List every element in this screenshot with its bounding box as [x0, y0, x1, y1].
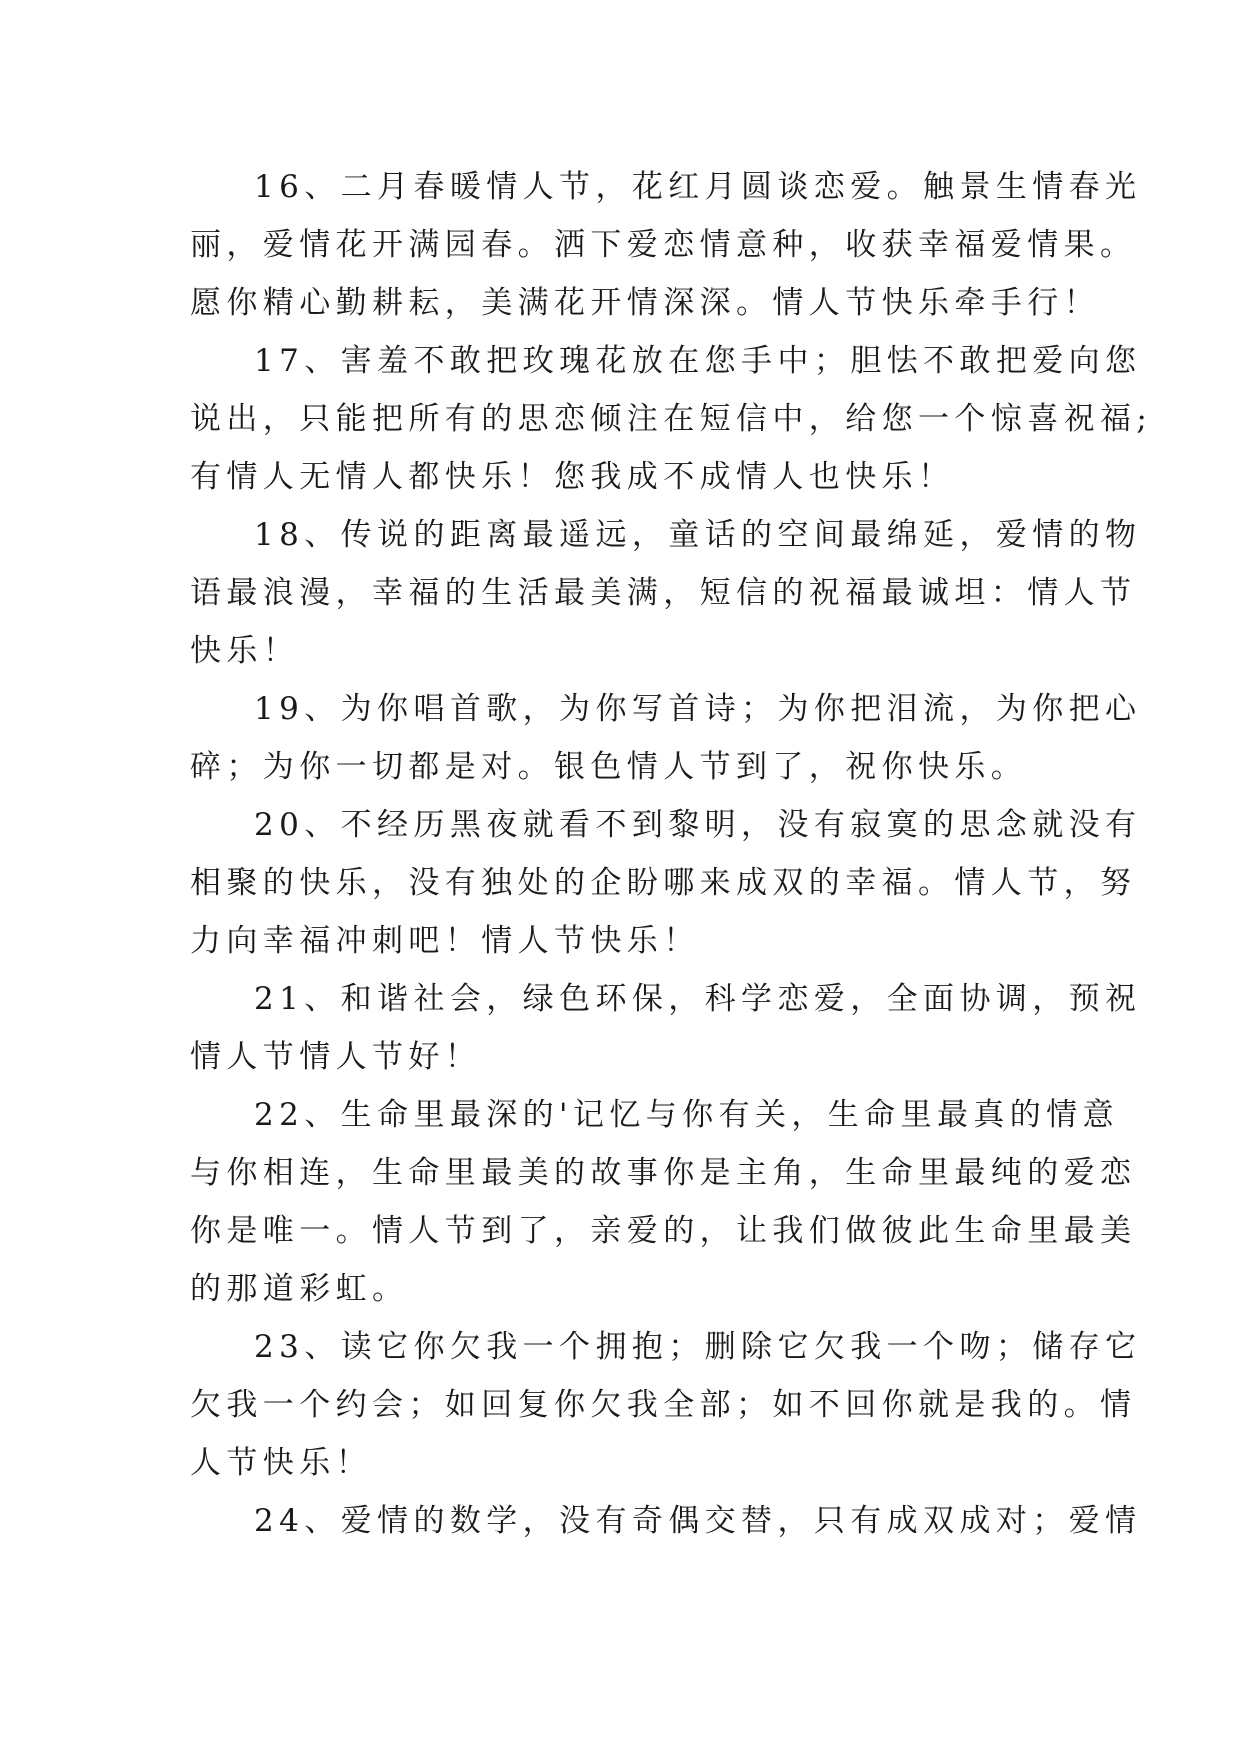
paragraph-24	[190, 1492, 1142, 1550]
text-line: 22、生命里最深的'记忆与你有关，生命里最真的情意	[254, 1097, 1119, 1133]
paragraph-16	[190, 158, 1142, 332]
text-line: 21、和谐社会，绿色环保，科学恋爱，全面协调，预祝	[254, 981, 1142, 1017]
text-line: 愿你精心勤耕耘，美满花开情深深。情人节快乐牵手行！	[190, 285, 1100, 321]
text-line: 23、读它你欠我一个拥抱；删除它欠我一个吻；储存它	[254, 1329, 1142, 1365]
text-line: 24、爱情的数学，没有奇偶交替，只有成双成对；爱情	[254, 1503, 1142, 1539]
paragraph-18	[190, 506, 1142, 680]
text-line: 16、二月春暖情人节，花红月圆谈恋爱。触景生情春光	[254, 169, 1142, 205]
paragraph-21	[190, 970, 1142, 1086]
text-line: 力向幸福冲刺吧！情人节快乐！	[190, 923, 700, 959]
text-line: 17、害羞不敢把玫瑰花放在您手中；胆怯不敢把爱向您	[254, 343, 1142, 379]
text-line: 与你相连，生命里最美的故事你是主角，生命里最纯的爱恋	[190, 1155, 1137, 1191]
text-line: 说出，只能把所有的思恋倾注在短信中，给您一个惊喜祝福;	[190, 401, 1153, 437]
text-line: 情人节情人节好！	[190, 1039, 482, 1075]
text-line: 丽，爱情花开满园春。洒下爱恋情意种，收获幸福爱情果。	[190, 227, 1137, 263]
text-line: 快乐！	[190, 633, 300, 669]
paragraph-23	[190, 1318, 1142, 1492]
text-line: 欠我一个约会；如回复你欠我全部；如不回你就是我的。情	[190, 1387, 1137, 1423]
paragraph-19	[190, 680, 1142, 796]
paragraph-22	[190, 1086, 1137, 1318]
paragraph-17	[190, 332, 1153, 506]
document-page	[190, 158, 1153, 1550]
text-line: 的那道彩虹。	[190, 1271, 409, 1307]
text-line: 19、为你唱首歌，为你写首诗；为你把泪流，为你把心	[254, 691, 1142, 727]
text-line: 20、不经历黑夜就看不到黎明，没有寂寞的思念就没有	[254, 807, 1142, 843]
paragraph-20	[190, 796, 1142, 970]
text-line: 有情人无情人都快乐！您我成不成情人也快乐！	[190, 459, 955, 495]
text-line: 你是唯一。情人节到了，亲爱的，让我们做彼此生命里最美	[190, 1213, 1137, 1249]
text-line: 人节快乐！	[190, 1445, 372, 1481]
text-line: 语最浪漫，幸福的生活最美满，短信的祝福最诚坦：情人节	[190, 575, 1137, 611]
text-line: 相聚的快乐，没有独处的企盼哪来成双的幸福。情人节，努	[190, 865, 1137, 901]
text-line: 碎；为你一切都是对。银色情人节到了，祝你快乐。	[190, 749, 1028, 785]
text-line: 18、传说的距离最遥远，童话的空间最绵延，爱情的物	[254, 517, 1142, 553]
